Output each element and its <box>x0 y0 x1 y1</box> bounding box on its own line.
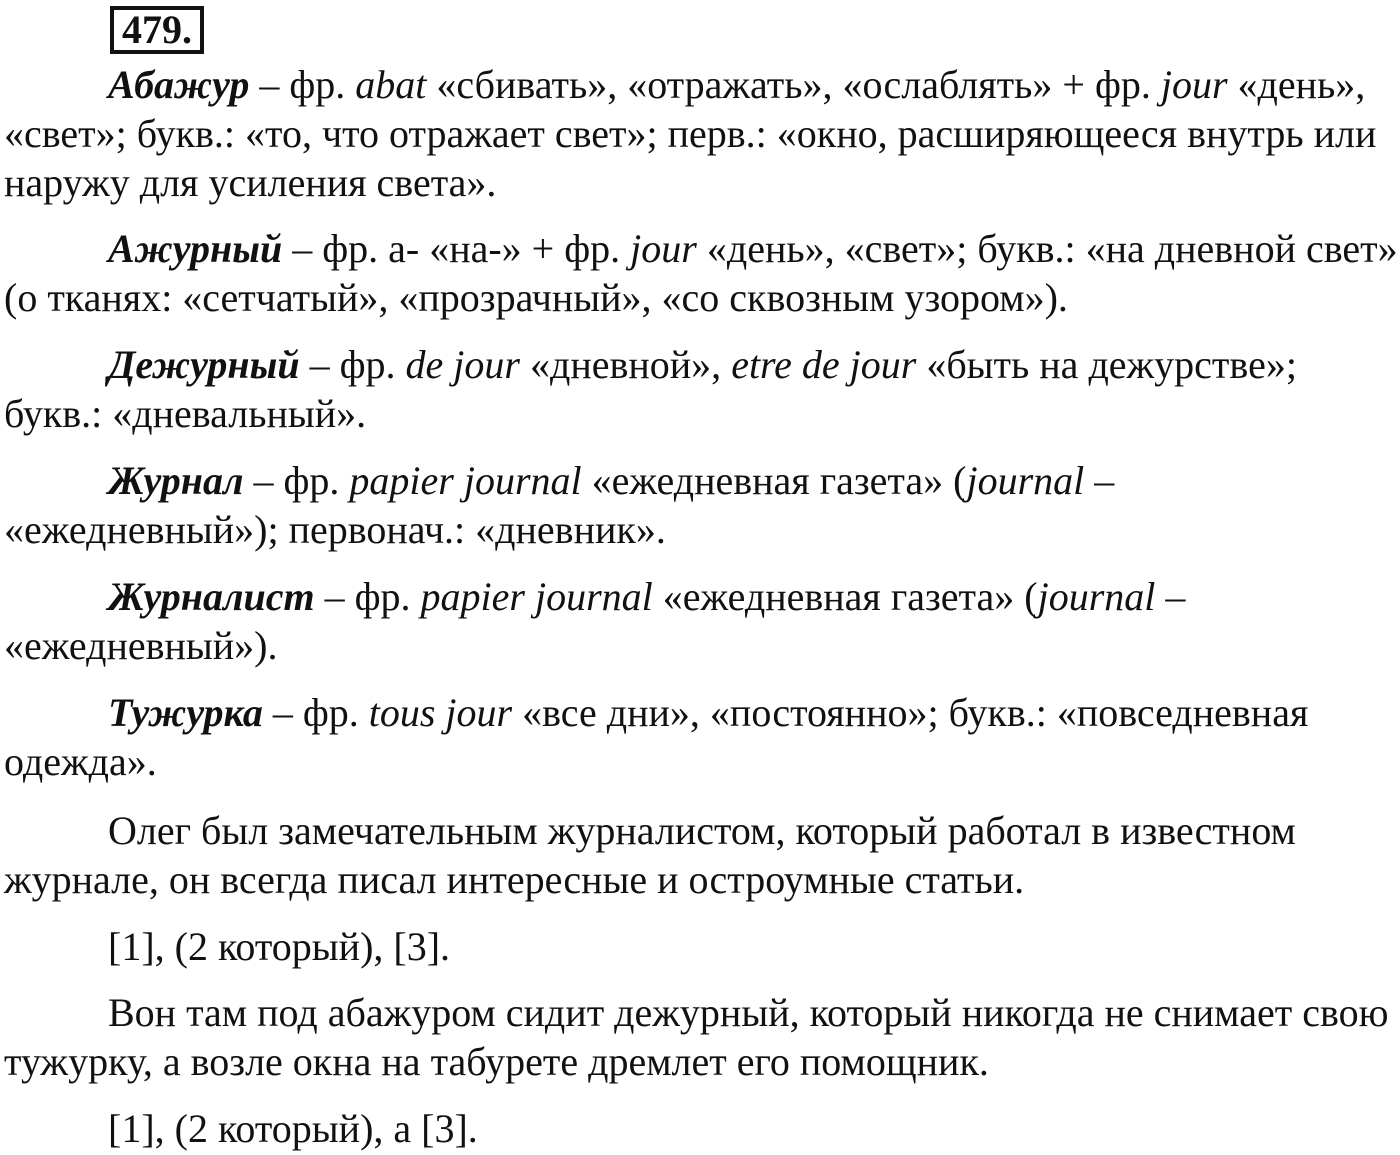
entry-term: Журналист <box>108 574 315 619</box>
example-sentence-2: Вон там под абажуром сидит дежурный, который никогда не снимает свою тужурку, а возле окна на табурете дремлет его помощник. <box>4 990 1389 1084</box>
entry-term: Ажурный <box>108 226 283 271</box>
entry-term: Абажур <box>108 62 250 107</box>
sentence-scheme-2: [1], (2 который), а [3]. <box>108 1106 478 1151</box>
entry-zhurnal: Журнал – фр. papier journal «ежедневная газета» (journal – «ежедневный»); первонач.: «дневник». <box>4 458 1115 552</box>
entry-zhurnalist: Журналист – фр. papier journal «ежедневная газета» (journal – «ежедневный»). <box>4 574 1186 668</box>
sentence-scheme-1: [1], (2 который), [3]. <box>108 924 451 969</box>
entry-term: Журнал <box>108 458 244 503</box>
example-sentence-1: Олег был замечательным журналистом, который работал в известном журнале, он всегда писал интересные и остроумные статьи. <box>4 808 1296 902</box>
entry-tuzhurka: Тужурка – фр. tous jour «все дни», «постоянно»; букв.: «повседневная одежда». <box>4 690 1309 784</box>
entry-term: Дежурный <box>108 342 300 387</box>
entry-dezhurnyi: Дежурный – фр. de jour «дневной», etre de jour «быть на дежурстве»; букв.: «дневальный». <box>4 342 1297 436</box>
exercise-number: 479. <box>110 6 204 54</box>
entry-abazhur: Абажур – фр. abat «сбивать», «отражать», «ослаблять» + фр. jour «день», «свет»; букв.: «то, что отражает свет»; перв.: «окно, расширяющееся внутрь или наружу для усиления света». <box>4 62 1377 205</box>
entry-term: Тужурка <box>108 690 263 735</box>
entry-azhurnyi: Ажурный – фр. а- «на-» + фр. jour «день», «свет»; букв.: «на дневной свет» (о тканях: «сетчатый», «прозрачный», «со сквозным узором»). <box>4 226 1398 320</box>
